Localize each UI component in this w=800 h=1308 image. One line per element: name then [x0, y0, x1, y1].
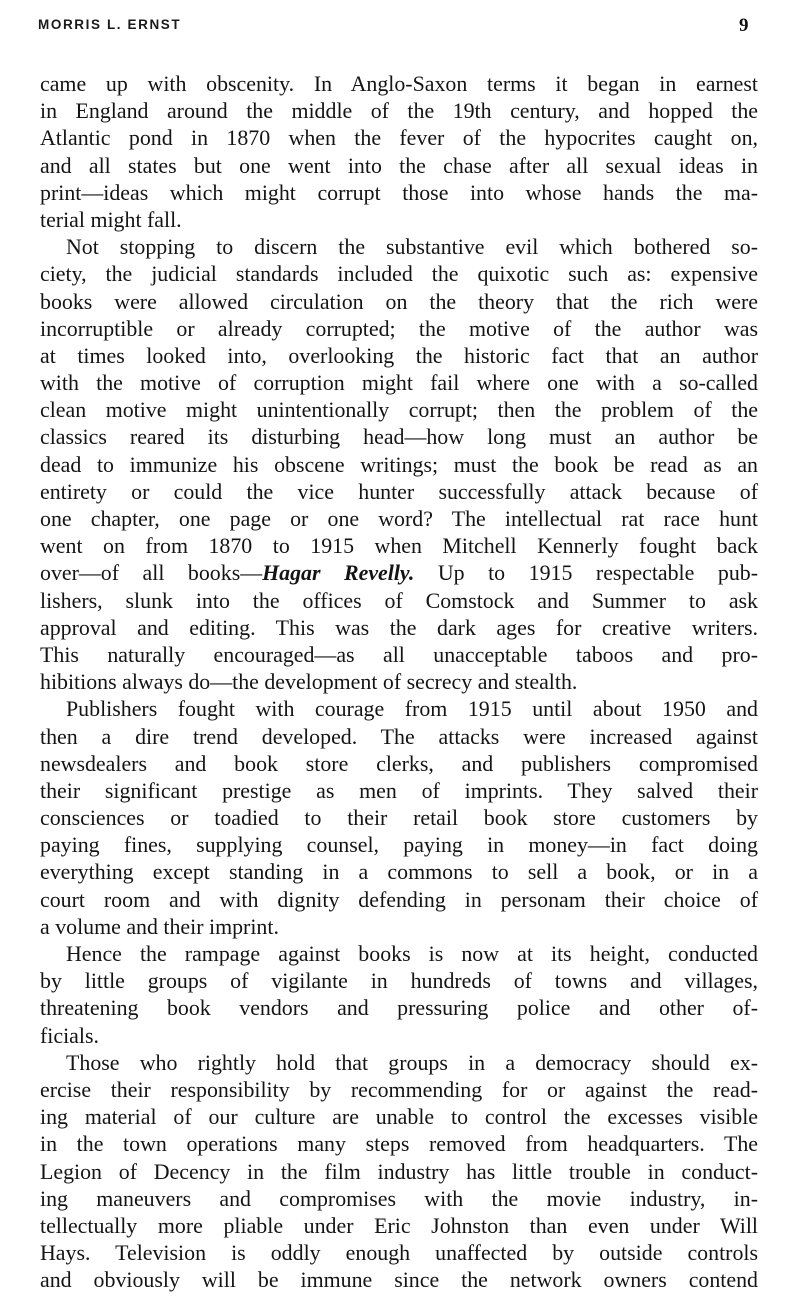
text-line: ing material of our culture are unable to control the excesses visible: [40, 1104, 758, 1130]
text-line: incorruptible or already corrupted; the motive of the author was: [40, 315, 758, 341]
text-line: Hays. Television is oddly enough unaffected by outside controls: [40, 1240, 758, 1266]
text-line: paying fines, supplying counsel, paying in money—in fact doing: [40, 832, 758, 858]
text-line: in the town operations many steps removed from headquarters. The: [40, 1131, 758, 1157]
text-line: ciety, the judicial standards included the quixotic such as: expensive: [40, 261, 758, 287]
text-line: one chapter, one page or one word? The intellectual rat race hunt: [40, 506, 758, 531]
text-line: went on from 1870 to 1915 when Mitchell Kennerly fought back: [40, 533, 758, 559]
text-line: terial might fall.: [40, 206, 182, 232]
text-line: dead to immunize his obscene writings; must the book be read as an: [40, 451, 758, 477]
text-line: everything except standing in a commons to sell a book, or in a: [40, 859, 758, 885]
text-line: tellectually more pliable under Eric Johnston than even under Will: [40, 1212, 758, 1238]
text-line: came up with obscenity. In Anglo-Saxon terms it began in earnest: [40, 71, 758, 96]
text-fragment: Up to 1915 respectable pub-: [414, 560, 758, 586]
page-number: 9: [739, 15, 749, 36]
text-line: and obviously will be immune since the network owners contend: [40, 1267, 758, 1293]
text-line-with-title: [40, 559, 758, 586]
text-line: by little groups of vigilante in hundreds of towns and villages,: [40, 968, 758, 994]
text-line: print—ideas which might corrupt those into whose hands the ma-: [40, 179, 758, 205]
text-line: clean motive might unintentionally corrupt; then the problem of the: [40, 397, 758, 423]
text-line: threatening book vendors and pressuring police and other of-: [40, 995, 758, 1021]
text-line: classics reared its disturbing head—how long must an author be: [40, 424, 758, 450]
text-line: their significant prestige as men of imprints. They salved their: [40, 777, 758, 803]
text-line: Publishers fought with courage from 1915 until about 1950 and: [66, 696, 758, 722]
text-line: This naturally encouraged—as all unacceptable taboos and pro-: [40, 641, 758, 667]
text-line: ficials.: [40, 1022, 99, 1048]
text-line: ing maneuvers and compromises with the movie industry, in-: [40, 1185, 758, 1211]
text-line: in England around the middle of the 19th century, and hopped the: [40, 98, 758, 124]
text-line: consciences or toadied to their retail book store customers by: [40, 805, 758, 831]
text-line: Atlantic pond in 1870 when the fever of the hypocrites caught on,: [40, 125, 758, 151]
text-line: books were allowed circulation on the theory that the rich were: [40, 288, 758, 314]
text-line: newsdealers and book store clerks, and publishers compromised: [40, 750, 758, 776]
text-line: entirety or could the vice hunter successfully attack because of: [40, 478, 758, 504]
body-text: [40, 70, 758, 1293]
text-line: Hence the rampage against books is now at its height, conducted: [66, 941, 758, 966]
text-line: and all states but one went into the chase after all sexual ideas in: [40, 152, 758, 178]
text-line: hibitions always do—the development of secrecy and stealth.: [40, 669, 578, 695]
text-line: a volume and their imprint.: [40, 913, 279, 939]
text-line: then a dire trend developed. The attacks were increased against: [40, 723, 758, 749]
text-fragment: over—of all books—: [40, 560, 263, 586]
text-line: approval and editing. This was the dark ages for creative writers.: [40, 614, 758, 640]
text-line: court room and with dignity defending in personam their choice of: [40, 886, 758, 912]
text-line: lishers, slunk into the offices of Comstock and Summer to ask: [40, 587, 758, 613]
text-line: ercise their responsibility by recommending for or against the read-: [40, 1076, 758, 1102]
text-line: with the motive of corruption might fail where one with a so-called: [40, 370, 758, 396]
text-line: Not stopping to discern the substantive evil which bothered so-: [66, 234, 758, 260]
text-line: at times looked into, overlooking the historic fact that an author: [40, 342, 758, 368]
text-line: Legion of Decency in the film industry has little trouble in conduct-: [40, 1158, 758, 1184]
book-title: Hagar Revelly.: [262, 560, 415, 586]
running-head: MORRIS L. ERNST: [38, 17, 182, 32]
text-line: Those who rightly hold that groups in a democracy should ex-: [66, 1049, 758, 1075]
